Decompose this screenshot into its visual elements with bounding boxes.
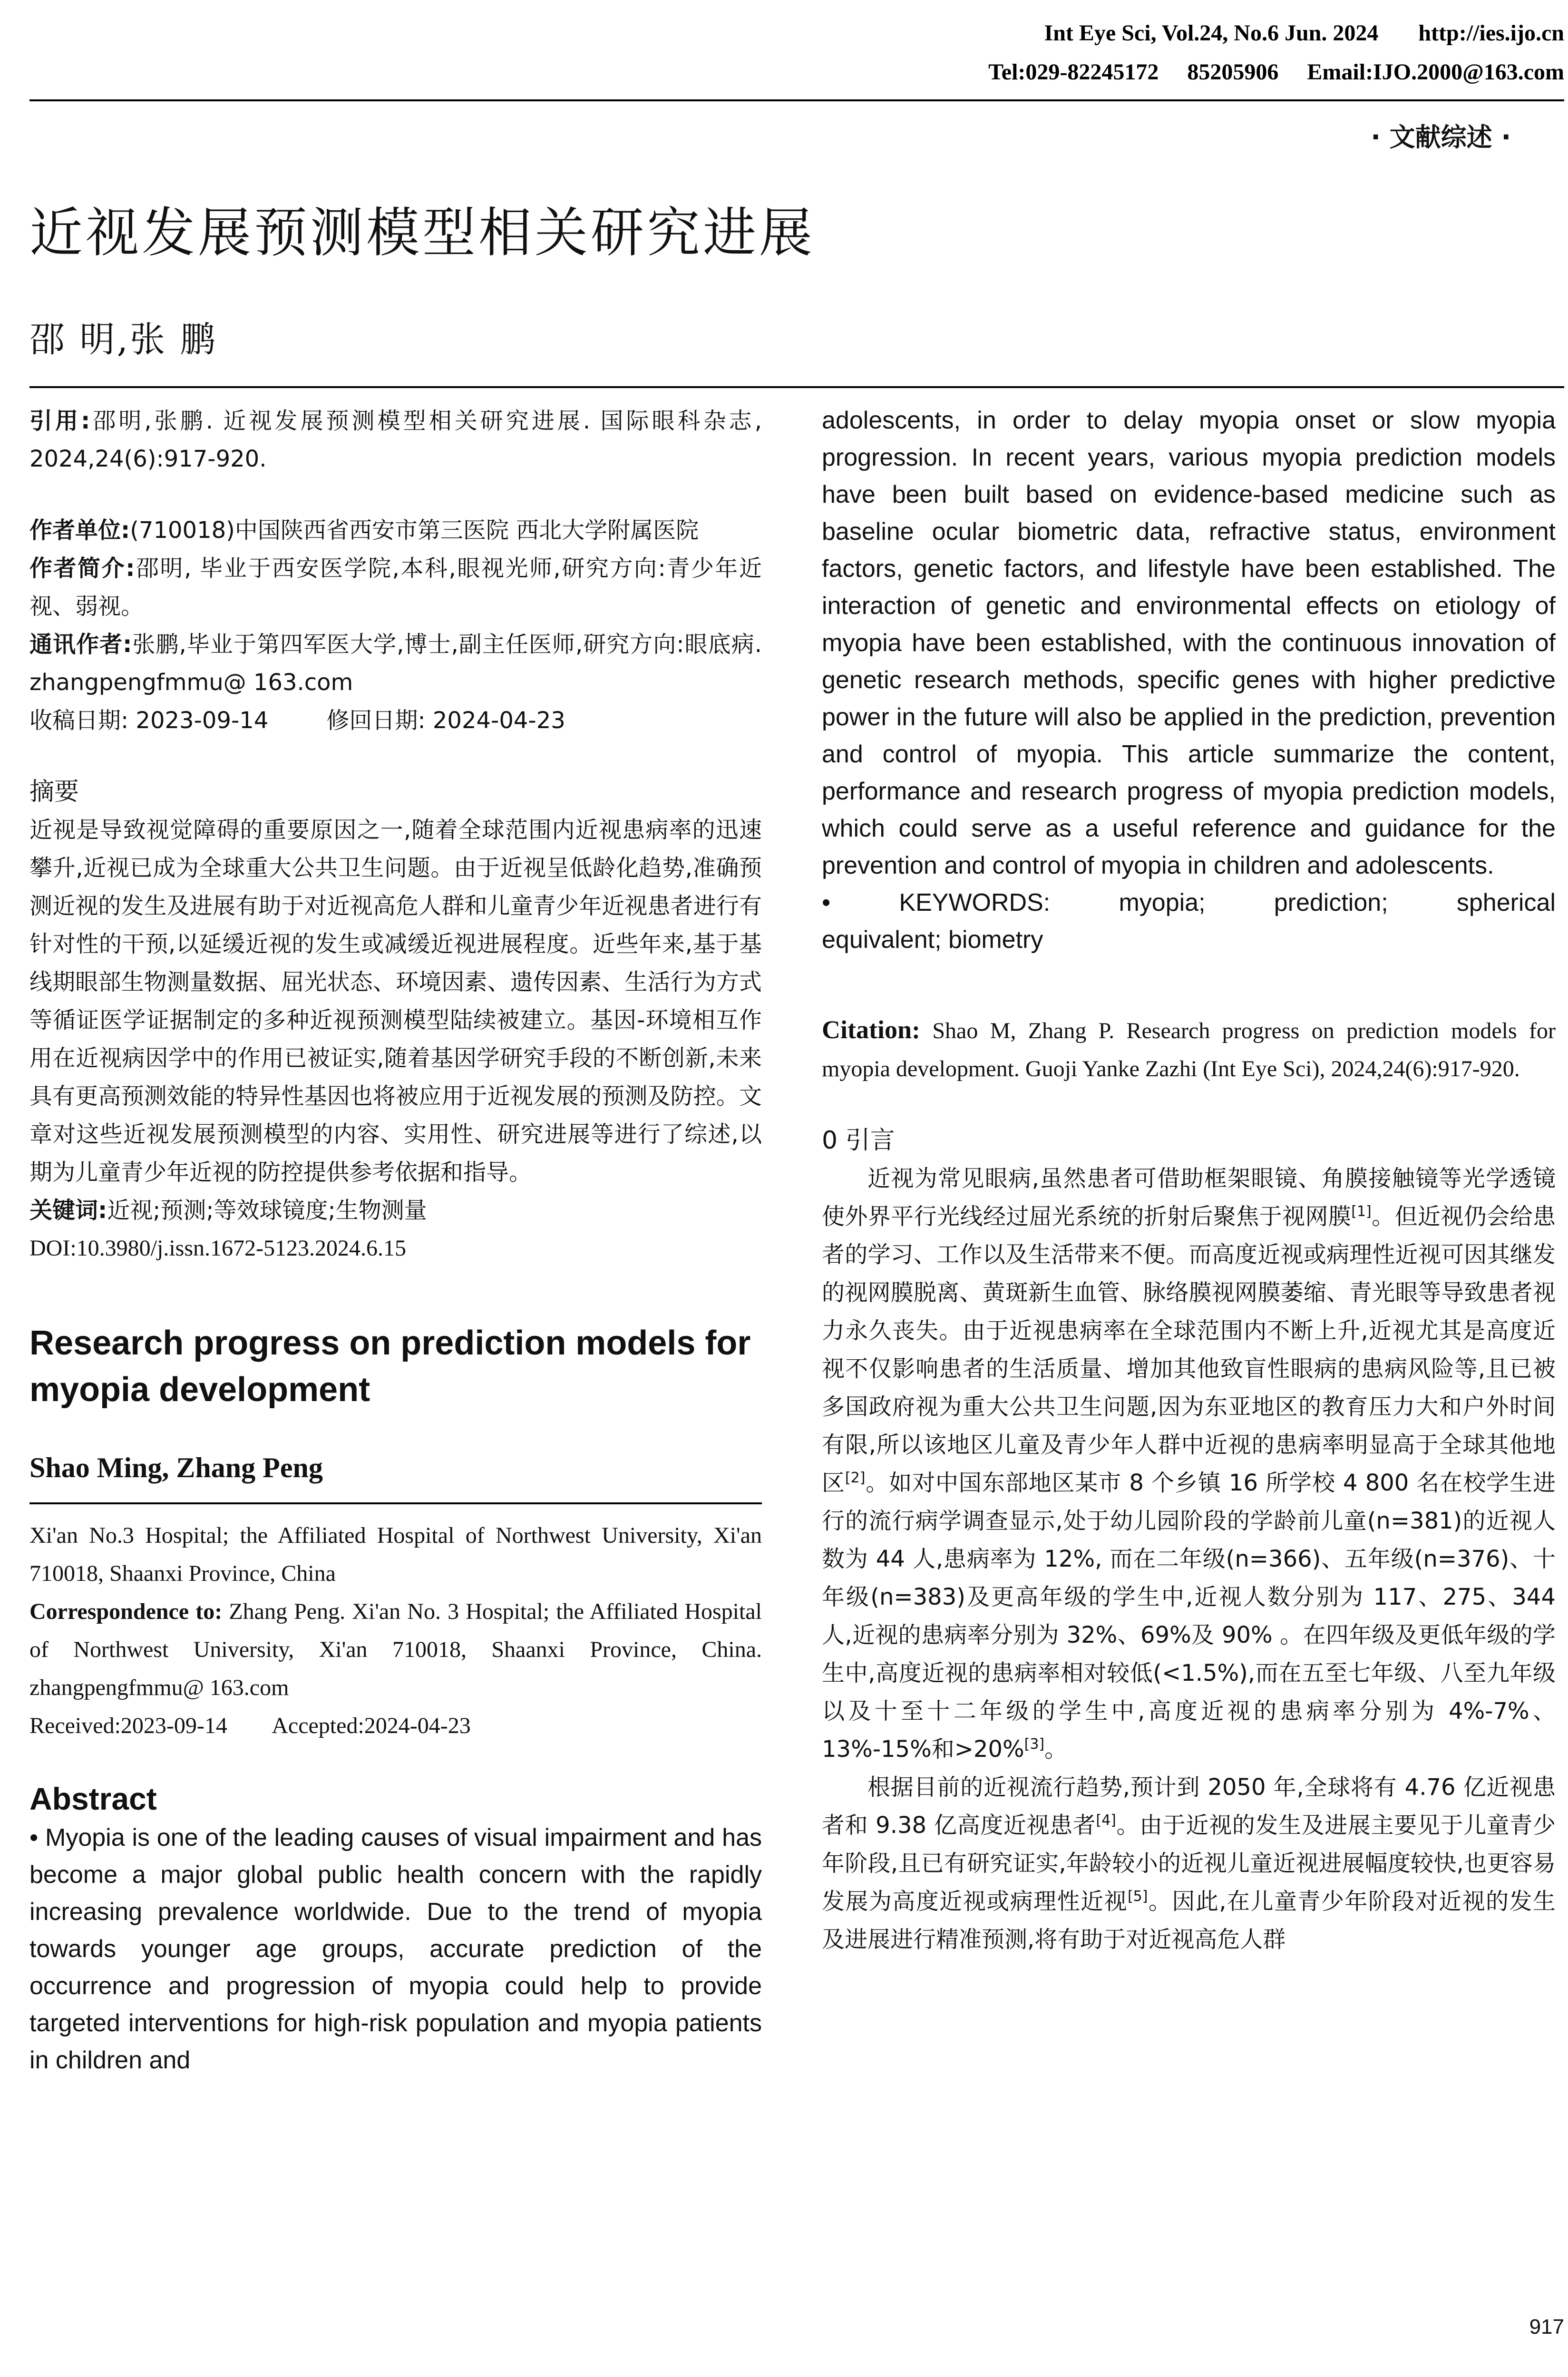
keywords-cn-text: 近视;预测;等效球镜度;生物测量: [107, 1197, 427, 1224]
reference-5[interactable]: [5]: [1127, 1888, 1148, 1905]
english-correspondence-label: Correspondence to:: [29, 1599, 223, 1624]
keywords-cn: [29, 1191, 762, 1229]
citation-cn: [29, 402, 762, 478]
title-rule: [29, 386, 1564, 388]
affiliation-cn-label: 作者单位:: [29, 517, 130, 544]
english-title: Research progress on prediction models for myopia development: [29, 1324, 751, 1409]
reference-1[interactable]: [1]: [1351, 1203, 1372, 1220]
journal-header-line1: Int Eye Sci, Vol.24, No.6 Jun. 2024 http://ies.ijo.cn: [1044, 20, 1564, 46]
affiliation-cn-text: (710018)中国陕西省西安市第三医院 西北大学附属医院: [130, 517, 699, 544]
article-title: 近视发展预测模型相关研究进展: [29, 202, 815, 264]
intro-p1-part-c: 。如对中国东部地区某市 8 个乡镇 16 所学校 4 800 名在校学生进行的流行病学调查显示,处于幼儿园阶段的学龄前儿童(n=381)的近视人数为 44 人,患病率为 12%, 而在二年级(n=366)、五年级(n=376)、十年级(n=383)及更高年级的学生中,近视人数分别为 117、275、344 人,近视的患病率分别为 32%、69%及 90% 。在四年级及更低年级的学生中,高度近视的患病率相对较低(<1.5%),而在五至七年级、八至九年级以及十至十二年级的学生中,高度近视的患病率分别为 4%-7%、13%-15%和>20%: [822, 1470, 1556, 1763]
reference-2[interactable]: [2]: [845, 1470, 866, 1486]
abstract-heading: Abstract: [29, 1781, 157, 1816]
intro-paragraph-1: [822, 1159, 1556, 1768]
author-bio: [29, 549, 762, 625]
corresponding-author-text: 张鹏,毕业于第四军医大学,博士,副主任医师,研究方向:眼底病. zhangpengfmmu@ 163.com: [29, 631, 762, 696]
journal-header-line2: Tel:029-82245172 85205906 Email:IJO.2000@163.com: [988, 59, 1564, 85]
intro-p2-part-a: 根据目前的近视流行趋势,预计到 2050 年,全球将有 4.76 亿近视患者和 9.38 亿高度近视患者: [822, 1774, 1556, 1839]
english-correspondence-text: Zhang Peng. Xi'an No. 3 Hospital; the Affiliated Hospital of Northwest University, Xi'an 710018, Shaanxi Province, China. zhangpengfmmu@ 163.com: [29, 1599, 762, 1700]
received-dates-cn: 收稿日期: 2023-09-14 修回日期: 2024-04-23: [29, 707, 565, 734]
page-number: 917: [1529, 2315, 1564, 2338]
english-authors: Shao Ming, Zhang Peng: [29, 1452, 323, 1483]
corresponding-author-label: 通讯作者:: [29, 631, 132, 658]
header-rule: [29, 99, 1564, 101]
affiliation-cn: [29, 511, 762, 549]
citation-cn-label: 引用:: [29, 408, 90, 434]
keywords-en-line: [822, 884, 1556, 921]
keyword-prediction: prediction;: [1274, 889, 1388, 916]
abstract-en-text: • Myopia is one of the leading causes of visual impairment and has become a major global public health concern with the rapidly increasing prevalence worldwide. Due to the trend of myopia towards younger age groups, accurate prediction of the occurrence and progression of myopia could help to provide targeted interventions for high-risk population and myopia patients in children and: [29, 1824, 762, 2074]
intro-p1-part-b: 。但近视仍会给患者的学习、工作以及生活带来不便。而高度近视或病理性近视可因其继发的视网膜脱离、黄斑新生血管、脉络膜视网膜萎缩、青光眼等导致患者视力永久丧失。由于近视患病率在全球范围内不断上升,近视尤其是高度近视不仅影响患者的生活质量、增加其他致盲性眼病的患病风险等,且已被多国政府视为重大公共卫生问题,因为东亚地区的教育压力大和户外时间有限,所以该地区儿童及青少年人群中近视的患病率明显高于全球其他地区: [822, 1203, 1556, 1496]
intro-p2-part-b: 。由于近视的发生及进展主要见于儿童青少年阶段,且已有研究证实,年龄较小的近视儿童近视进展幅度较快,也更容易发展为高度近视或病理性近视: [822, 1812, 1556, 1915]
keywords-cn-label: 关键词:: [29, 1197, 107, 1224]
intro-p2-part-c: 。因此,在儿童青少年阶段对近视的发生及进展进行精准预测,将有助于对近视高危人群: [822, 1888, 1556, 1953]
citation-cn-text: 邵明,张鹏. 近视发展预测模型相关研究进展. 国际眼科杂志, 2024,24(6):917-920.: [29, 408, 762, 472]
reference-3[interactable]: [3]: [1024, 1736, 1045, 1753]
intro-p1-part-a: 近视为常见眼病,虽然患者可借助框架眼镜、角膜接触镜等光学透镜使外界平行光线经过屈光系统的折射后聚焦于视网膜: [822, 1165, 1556, 1230]
right-column: [822, 402, 1556, 1958]
author-bio-text: 邵明, 毕业于西安医学院,本科,眼视光师,研究方向:青少年近视、弱视。: [29, 555, 762, 620]
corresponding-author: [29, 625, 762, 701]
author-bio-label: 作者简介:: [29, 555, 135, 582]
intro-heading: 0 引言: [822, 1126, 895, 1155]
left-column: [29, 402, 762, 2079]
keywords-en-label: KEYWORDS:: [899, 889, 1051, 916]
citation-en: [822, 1011, 1556, 1088]
intro-p1-part-d: 。: [1044, 1736, 1068, 1763]
english-affiliation: Xi'an No.3 Hospital; the Affiliated Hospital of Northwest University, Xi'an 710018, Shaanxi Province, China: [29, 1523, 762, 1586]
article-authors: 邵 明,张 鹏: [29, 319, 217, 360]
intro-paragraph-2: [822, 1768, 1556, 1958]
english-dates: Received:2023-09-14 Accepted:2024-04-23: [29, 1713, 471, 1738]
keyword-spherical: spherical: [1456, 889, 1556, 916]
doi: DOI:10.3980/j.issn.1672-5123.2024.6.15: [29, 1236, 406, 1261]
affiliation-rule: [29, 1502, 762, 1504]
citation-en-label: Citation:: [822, 1015, 920, 1044]
citation-en-text: Shao M, Zhang P. Research progress on prediction models for myopia development. Guoji Yanke Zazhi (Int Eye Sci), 2024,24(6):917-920.: [822, 1018, 1556, 1081]
keyword-myopia: myopia;: [1119, 889, 1206, 916]
reference-4[interactable]: [4]: [1096, 1812, 1116, 1829]
keywords-en-rest: equivalent; biometry: [822, 926, 1043, 954]
abstract-cn-text: 近视是导致视觉障碍的重要原因之一,随着全球范围内近视患病率的迅速攀升,近视已成为全球重大公共卫生问题。由于近视呈低龄化趋势,准确预测近视的发生及进展有助于对近视高危人群和儿童青少年近视患者进行有针对性的干预,以延缓近视的发生或减缓近视进展程度。近些年来,基于基线期眼部生物测量数据、屈光状态、环境因素、遗传因素、生活行为方式等循证医学证据制定的多种近视预测模型陆续被建立。基因-环境相互作用在近视病因学中的作用已被证实,随着基因学研究手段的不断创新,未来具有更高预测效能的特异性基因也将被应用于近视发展的预测及防控。文章对这些近视发展预测模型的内容、实用性、研究进展等进行了综述,以期为儿童青少年近视的防控提供参考依据和指导。: [29, 817, 762, 1186]
keywords-en-bullet: •: [822, 889, 831, 916]
abstract-cn-heading: 摘要: [29, 778, 79, 806]
column-tag: · 文献综述 ·: [1371, 122, 1511, 152]
english-correspondence: [29, 1593, 762, 1707]
abstract-en-continued: adolescents, in order to delay myopia onset or slow myopia progression. In recent years, various myopia prediction models have been built based on evidence-based medicine such as baseline ocular biometric data, refractive status, environment factors, genetic factors, and lifestyle have been established. The interaction of genetic and environmental effects on etiology of myopia have been established, with the continuous innovation of genetic research methods, specific genes with higher predictive power in the future will also be applied in the prediction, prevention and control of myopia. This article summarize the content, performance and research progress of myopia prediction models, which could serve as a useful reference and guidance for the prevention and control of myopia in children and adolescents.: [822, 407, 1556, 879]
